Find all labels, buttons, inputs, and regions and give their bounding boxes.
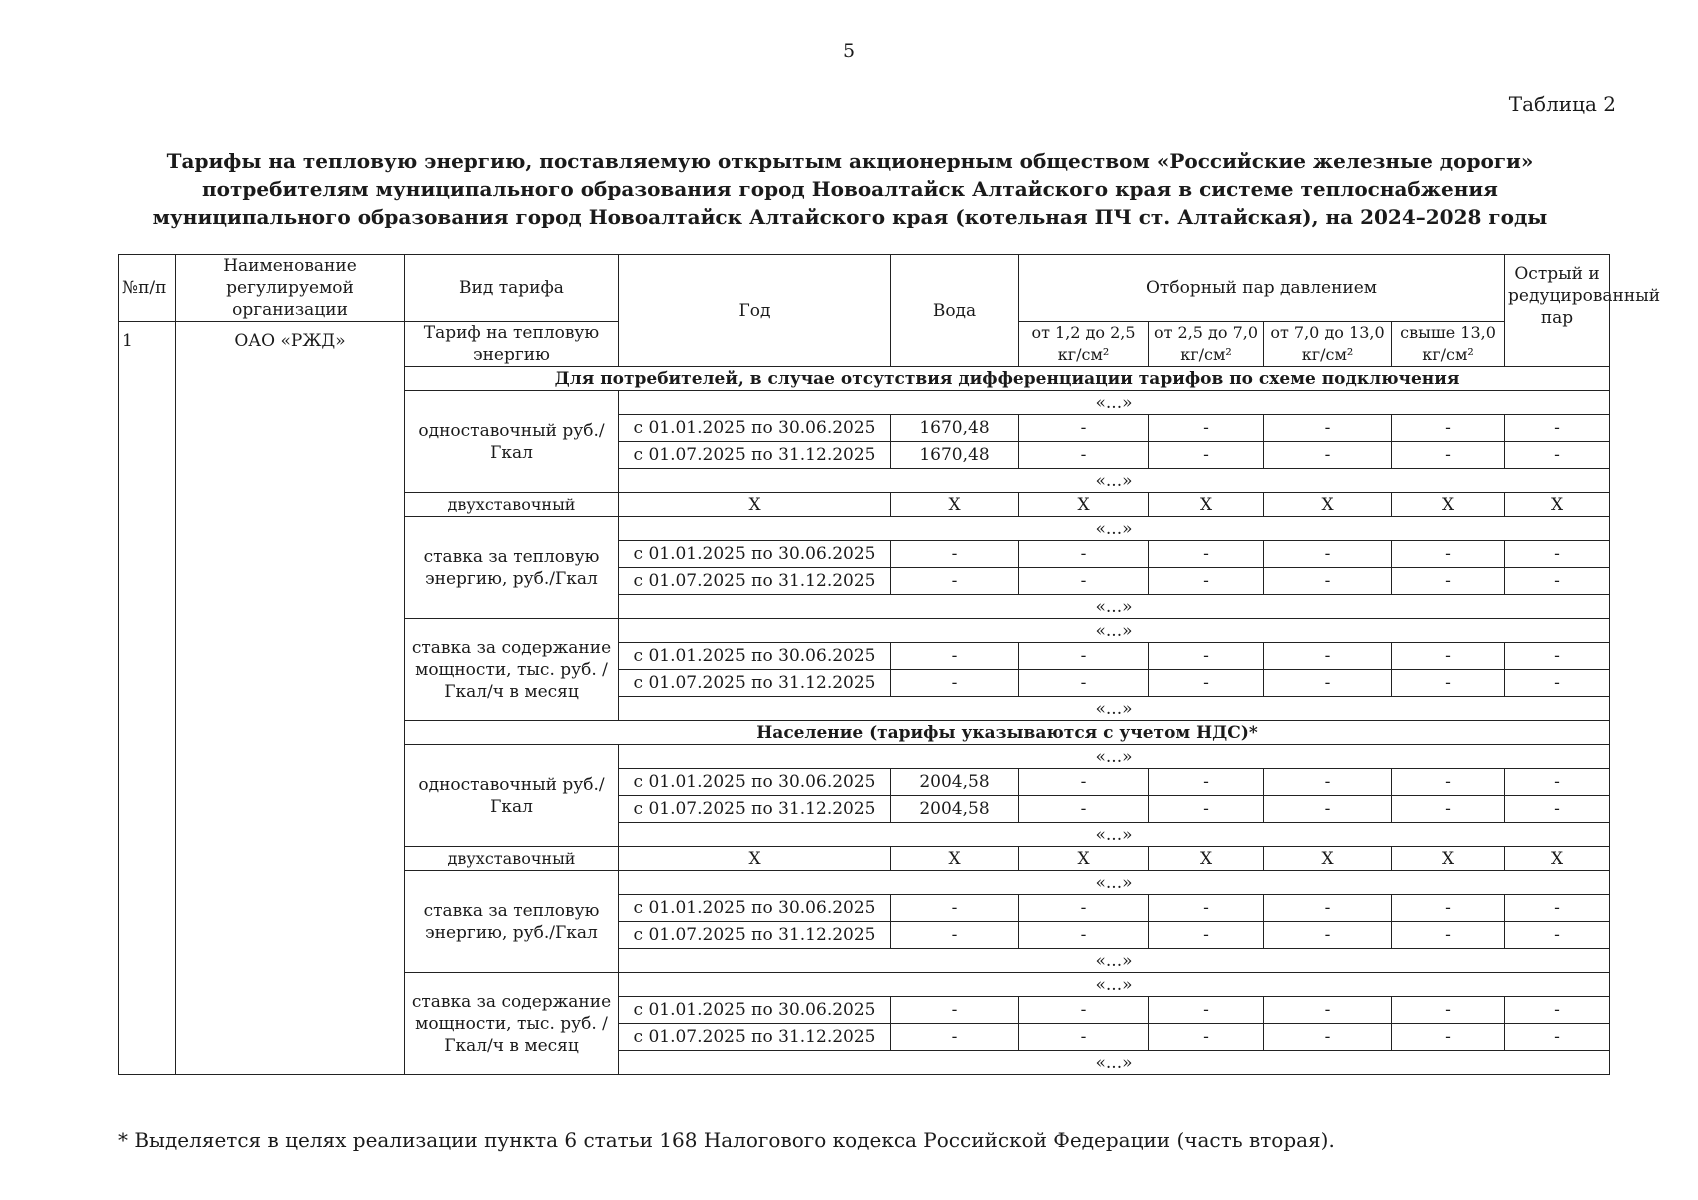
value-cell: - xyxy=(1264,442,1392,469)
value-cell: - xyxy=(1149,895,1264,922)
value-cell: - xyxy=(1505,1024,1610,1051)
value-cell: - xyxy=(1149,442,1264,469)
value-cell: - xyxy=(1264,568,1392,595)
value-cell: - xyxy=(1264,643,1392,670)
ellipsis-row: «...» xyxy=(619,949,1610,973)
period-cell: с 01.07.2025 по 31.12.2025 xyxy=(619,796,891,823)
value-cell: - xyxy=(1149,997,1264,1024)
period-cell: с 01.01.2025 по 30.06.2025 xyxy=(619,769,891,796)
value-cell: - xyxy=(1264,769,1392,796)
two-rate-value: X xyxy=(1392,493,1505,517)
value-cell: - xyxy=(1019,415,1149,442)
ellipsis-row: «...» xyxy=(619,517,1610,541)
value-cell: - xyxy=(891,997,1019,1024)
value-cell: - xyxy=(1149,796,1264,823)
two-rate-value: X xyxy=(1505,493,1610,517)
value-cell: - xyxy=(1505,541,1610,568)
ellipsis-row: «...» xyxy=(619,823,1610,847)
two-rate-value: X xyxy=(1264,847,1392,871)
value-cell: - xyxy=(1264,1024,1392,1051)
value-cell: - xyxy=(1149,769,1264,796)
org-name: ОАО «РЖД» xyxy=(176,322,405,1075)
two-rate-label: двухставочный xyxy=(405,493,619,517)
value-cell: - xyxy=(1019,922,1149,949)
header-pressure-4: свыше 13,0 кг/см² xyxy=(1392,322,1505,367)
ellipsis-row: «...» xyxy=(619,1051,1610,1075)
period-cell: с 01.07.2025 по 31.12.2025 xyxy=(619,670,891,697)
value-cell: - xyxy=(1392,442,1505,469)
value-cell: - xyxy=(1149,1024,1264,1051)
page-number: 5 xyxy=(842,40,856,62)
tariff-kind-label: одноставочный руб./Гкал xyxy=(405,391,619,493)
period-cell: с 01.07.2025 по 31.12.2025 xyxy=(619,442,891,469)
value-cell: - xyxy=(1149,541,1264,568)
ellipsis-row: «...» xyxy=(619,619,1610,643)
value-cell: - xyxy=(1264,541,1392,568)
value-cell: - xyxy=(1264,997,1392,1024)
value-cell: - xyxy=(1019,997,1149,1024)
two-rate-value: X xyxy=(1149,847,1264,871)
header-num: №п/п xyxy=(119,255,176,322)
org-number: 1 xyxy=(119,322,176,1075)
value-cell: - xyxy=(1505,568,1610,595)
ellipsis-row: «...» xyxy=(619,973,1610,997)
two-rate-value: X xyxy=(1505,847,1610,871)
tariff-kind-label: ставка за тепловую энергию, руб./Гкал xyxy=(405,517,619,619)
value-cell: - xyxy=(1149,415,1264,442)
value-cell: - xyxy=(1264,415,1392,442)
value-cell: - xyxy=(1505,670,1610,697)
footnote: * Выделяется в целях реализации пункта 6 статьи 168 Налогового кодекса Российской Федерации (часть вторая). xyxy=(118,1128,1335,1152)
value-cell: - xyxy=(1505,415,1610,442)
table-label: Таблица 2 xyxy=(1508,92,1616,116)
ellipsis-row: «...» xyxy=(619,469,1610,493)
header-year: Год xyxy=(619,255,891,367)
value-cell: - xyxy=(1264,670,1392,697)
two-rate-value: X xyxy=(1149,493,1264,517)
value-cell: 2004,58 xyxy=(891,796,1019,823)
value-cell: - xyxy=(1019,1024,1149,1051)
two-rate-label: двухставочный xyxy=(405,847,619,871)
header-pressure-2: от 2,5 до 7,0 кг/см² xyxy=(1149,322,1264,367)
value-cell: - xyxy=(1505,643,1610,670)
ellipsis-row: «...» xyxy=(619,595,1610,619)
header-sharp-steam: Острый и редуцированный пар xyxy=(1505,255,1610,367)
value-cell: - xyxy=(1019,643,1149,670)
value-cell: - xyxy=(1264,922,1392,949)
period-cell: с 01.01.2025 по 30.06.2025 xyxy=(619,541,891,568)
two-rate-value: X xyxy=(619,493,891,517)
section-title: Для потребителей, в случае отсутствия дифференциации тарифов по схеме подключения xyxy=(405,367,1610,391)
value-cell: - xyxy=(1505,769,1610,796)
two-rate-value: X xyxy=(1019,847,1149,871)
value-cell: - xyxy=(1149,670,1264,697)
two-rate-value: X xyxy=(1392,847,1505,871)
ellipsis-row: «...» xyxy=(619,745,1610,769)
period-cell: с 01.07.2025 по 31.12.2025 xyxy=(619,922,891,949)
value-cell: - xyxy=(1392,796,1505,823)
header-water: Вода xyxy=(891,255,1019,367)
value-cell: - xyxy=(1019,442,1149,469)
value-cell: - xyxy=(1019,670,1149,697)
period-cell: с 01.01.2025 по 30.06.2025 xyxy=(619,997,891,1024)
value-cell: 1670,48 xyxy=(891,442,1019,469)
value-cell: - xyxy=(891,1024,1019,1051)
value-cell: - xyxy=(1149,568,1264,595)
two-rate-value: X xyxy=(891,847,1019,871)
header-pressure-3: от 7,0 до 13,0 кг/см² xyxy=(1264,322,1392,367)
header-tariff-heat: Тариф на тепловую энергию xyxy=(405,322,619,367)
value-cell: - xyxy=(891,670,1019,697)
value-cell: - xyxy=(1392,922,1505,949)
value-cell: - xyxy=(1392,643,1505,670)
value-cell: - xyxy=(891,541,1019,568)
value-cell: - xyxy=(1019,568,1149,595)
value-cell: - xyxy=(1505,442,1610,469)
ellipsis-row: «...» xyxy=(619,871,1610,895)
value-cell: 1670,48 xyxy=(891,415,1019,442)
period-cell: с 01.07.2025 по 31.12.2025 xyxy=(619,1024,891,1051)
two-rate-value: X xyxy=(619,847,891,871)
value-cell: - xyxy=(1392,670,1505,697)
value-cell: - xyxy=(1392,895,1505,922)
value-cell: - xyxy=(1392,415,1505,442)
value-cell: - xyxy=(1392,997,1505,1024)
value-cell: - xyxy=(891,568,1019,595)
value-cell: - xyxy=(1392,769,1505,796)
two-rate-value: X xyxy=(891,493,1019,517)
tariff-table-body xyxy=(119,255,1661,1075)
value-cell: - xyxy=(891,922,1019,949)
value-cell: - xyxy=(1019,769,1149,796)
tariff-kind-label: ставка за тепловую энергию, руб./Гкал xyxy=(405,871,619,973)
value-cell: - xyxy=(1505,922,1610,949)
document-title: Тарифы на тепловую энергию, поставляемую открытым акционерным обществом «Российские железные дороги» потребителям муниципального образования город Новоалтайск Алтайского края в системе теплоснабжения муниципального образования город Новоалтайск Алтайского края (котельная ПЧ ст. Алтайская), на 2024–2028 годы xyxy=(152,149,1548,229)
period-cell: с 01.01.2025 по 30.06.2025 xyxy=(619,895,891,922)
header-org-name: Наименование регулируемой организации xyxy=(176,255,405,322)
value-cell: - xyxy=(1019,796,1149,823)
ellipsis-row: «...» xyxy=(619,697,1610,721)
value-cell: - xyxy=(891,643,1019,670)
two-rate-value: X xyxy=(1019,493,1149,517)
tariff-kind-label: ставка за содержание мощности, тыс. руб. /Гкал/ч в месяц xyxy=(405,619,619,721)
value-cell: - xyxy=(1505,997,1610,1024)
value-cell: - xyxy=(1019,541,1149,568)
value-cell: - xyxy=(1392,568,1505,595)
tariff-kind-label: одноставочный руб./Гкал xyxy=(405,745,619,847)
value-cell: - xyxy=(1264,796,1392,823)
value-cell: 2004,58 xyxy=(891,769,1019,796)
header-pressure-1: от 1,2 до 2,5 кг/см² xyxy=(1019,322,1149,367)
value-cell: - xyxy=(1392,541,1505,568)
value-cell: - xyxy=(1392,1024,1505,1051)
value-cell: - xyxy=(1019,895,1149,922)
value-cell: - xyxy=(891,895,1019,922)
period-cell: с 01.07.2025 по 31.12.2025 xyxy=(619,568,891,595)
value-cell: - xyxy=(1149,922,1264,949)
tariff-kind-label: ставка за содержание мощности, тыс. руб. /Гкал/ч в месяц xyxy=(405,973,619,1075)
ellipsis-row: «...» xyxy=(619,391,1610,415)
value-cell: - xyxy=(1264,895,1392,922)
tariff-table xyxy=(118,254,1661,1075)
value-cell: - xyxy=(1505,796,1610,823)
header-tariff-type: Вид тарифа xyxy=(405,255,619,322)
section-title: Население (тарифы указываются с учетом НДС)* xyxy=(405,721,1610,745)
value-cell: - xyxy=(1149,643,1264,670)
two-rate-value: X xyxy=(1264,493,1392,517)
period-cell: с 01.01.2025 по 30.06.2025 xyxy=(619,415,891,442)
period-cell: с 01.01.2025 по 30.06.2025 xyxy=(619,643,891,670)
header-steam: Отборный пар давлением xyxy=(1019,255,1505,322)
value-cell: - xyxy=(1505,895,1610,922)
